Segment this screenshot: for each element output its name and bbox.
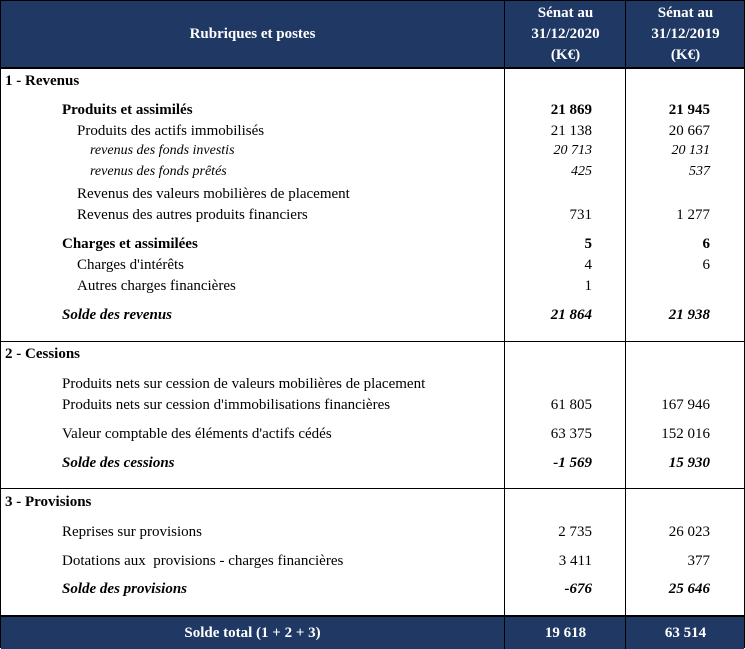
table-row: Revenus des autres produits financiers 731 1 277	[77, 207, 710, 223]
table-row: Valeur comptable des éléments d'actifs cédés 63 375 152 016	[62, 426, 710, 442]
total-2020: 19 618	[504, 617, 626, 649]
subtotal-row: Solde des revenus 21 864 21 938	[62, 307, 710, 323]
header-2020: Sénat au 31/12/2020 (K€)	[504, 1, 626, 67]
section-title-provisions: 3 - Provisions	[5, 494, 92, 510]
table-row: Charges et assimilées 5 6	[62, 236, 710, 252]
header-rubriques: Rubriques et postes	[189, 25, 316, 42]
header-2019: Sénat au 31/12/2019 (K€)	[625, 1, 745, 67]
section-title-revenus: 1 - Revenus	[5, 73, 80, 89]
subtotal-row: Solde des provisions -676 25 646	[62, 581, 710, 597]
subtotal-row: Solde des cessions -1 569 15 930	[62, 455, 710, 471]
table-row: Produits des actifs immobilisés 21 138 20 667	[77, 123, 710, 139]
table-row: Produits et assimilés 21 869 21 945	[62, 102, 710, 118]
table-row: revenus des fonds prêtés 425 537	[90, 164, 710, 179]
section-divider	[1, 341, 744, 342]
table-row: Charges d'intérêts 4 6	[77, 257, 710, 273]
section-divider	[1, 488, 744, 489]
total-2019: 63 514	[625, 617, 745, 649]
section-title-cessions: 2 - Cessions	[5, 346, 81, 362]
total-row	[1, 615, 744, 649]
table-row: Produits nets sur cession d'immobilisations financières 61 805 167 946	[62, 397, 710, 413]
total-label: Solde total (1 + 2 + 3)	[184, 624, 321, 641]
table-row: revenus des fonds investis 20 713 20 131	[90, 143, 710, 158]
table-row: Revenus des valeurs mobilières de placement	[77, 186, 350, 202]
table-header	[1, 1, 744, 69]
table-row: Autres charges financières 1	[77, 278, 592, 294]
table-row: Dotations aux provisions - charges financières 3 411 377	[62, 553, 710, 569]
table-row: Reprises sur provisions 2 735 26 023	[62, 524, 710, 540]
table-row: Produits nets sur cession de valeurs mobilières de placement	[62, 376, 426, 392]
